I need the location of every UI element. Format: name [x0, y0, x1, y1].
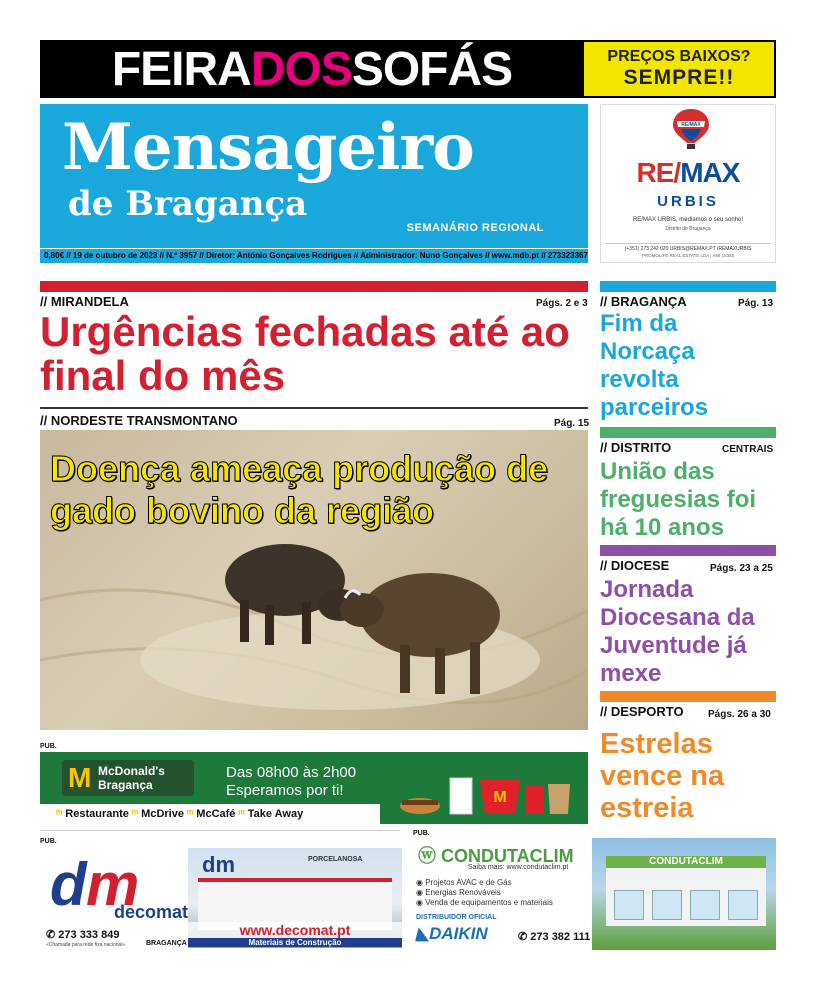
decomat-town: BRAGANÇA [146, 940, 187, 947]
section-rule-nordeste [40, 407, 588, 409]
pub-label: PUB. [40, 743, 57, 750]
decomat-url[interactable]: www.decomat.pt [188, 922, 402, 938]
feira-dos-sofas-logo [40, 40, 584, 98]
store-brand-sign: PORCELANOSA [308, 856, 363, 863]
list-item [416, 888, 553, 898]
svg-text:M: M [493, 789, 507, 806]
bullet-icon: ◉ [416, 888, 426, 897]
condutaclim-name: CONDUTACLIM [441, 846, 574, 866]
page-ref-diocese: Págs. 23 a 25 [710, 563, 773, 574]
pub-label: PUB. [40, 838, 57, 845]
page-ref-braganca: Pág. 13 [738, 298, 774, 309]
hot-air-balloon-icon [671, 107, 711, 151]
store-sign: dm [202, 852, 235, 877]
phone-icon: ✆ [46, 929, 59, 941]
mcdonalds-arches-icon: M [68, 762, 92, 793]
remax-urbis-label: URBIS [657, 193, 719, 210]
headline-distrito[interactable]: União das freguesias foi há 10 anos [600, 458, 757, 541]
headline-diocese[interactable]: Jornada Diocesana da Juventude já mexe [600, 576, 755, 687]
section-kicker-mirandela: // MIRANDELA [40, 294, 129, 309]
remax-logo [601, 157, 775, 189]
mcdonalds-services [40, 804, 380, 824]
decomat-logo-d: d [50, 851, 81, 918]
brand-part-3: SOFÁS [351, 42, 513, 96]
decomat-note: «Chamada para rede fixa nacional» [46, 942, 126, 948]
remax-ad[interactable] [600, 104, 776, 263]
brand-part-2: DOS [250, 42, 352, 96]
remax-slogan: RE/MAX URBIS, mediamos o seu sonho! [632, 217, 744, 223]
mcdonalds-name-line-2: Bragança [98, 778, 153, 792]
arches-bullet-icon: ᵐ [131, 808, 142, 820]
mcdonalds-ad[interactable] [40, 752, 588, 824]
condutaclim-site[interactable]: Saiba mais: www.condutaclim.pt [468, 864, 569, 871]
service-restaurante: Restaurante [65, 808, 129, 820]
list-item [416, 878, 553, 888]
issue-info-bar: 0,80€ // 19 de outubro de 2023 // N.º 3957 // Diretor: António Gonçalves Rodrigues // Administrador: Nuno Gonçalves // www.mdb.pt // 273323367 [40, 249, 588, 263]
section-kicker-diocese: // DIOCESE [600, 558, 670, 573]
service-take-away: Take Away [247, 808, 304, 820]
section-kicker-nordeste: // NORDESTE TRANSMONTANO [40, 413, 238, 428]
decomat-subtitle: Materiais de Construção [188, 938, 402, 947]
newspaper-title: Mensageiro [62, 110, 474, 185]
tagline-line-1: PREÇOS BAIXOS? [607, 48, 751, 65]
divider [40, 830, 400, 831]
top-ad-banner[interactable] [40, 40, 776, 98]
window [614, 890, 644, 920]
headline-desporto[interactable]: Estrelas vence na estreia [600, 728, 725, 824]
remax-district: Distrito de Bragança [665, 226, 711, 232]
balloon-label: RE/MAX [681, 122, 701, 128]
mcdonalds-hours-line-2: Esperamos por ti! [226, 782, 344, 799]
page-ref-nordeste: Pág. 15 [554, 418, 590, 429]
food-products-icon [390, 758, 580, 818]
condutaclim-store-photo[interactable] [592, 838, 776, 950]
page-ref-desporto: Págs. 26 a 30 [708, 709, 771, 720]
mcdonalds-hours-line-1: Das 08h00 às 2h00 [226, 764, 357, 781]
tagline-box [584, 42, 774, 96]
condutaclim-phone[interactable] [518, 930, 590, 943]
newspaper-title-sub: de Bragança [68, 184, 308, 224]
section-kicker-distrito: // DISTRITO [600, 440, 672, 455]
daikin-logo [416, 924, 488, 944]
distributor-label: DISTRIBUIDOR OFICIAL [416, 914, 497, 921]
decomat-store-photo[interactable] [188, 848, 402, 948]
service-item: Energias Renováveis [425, 888, 501, 897]
condutaclim-icon: ⓦ [418, 846, 442, 866]
section-bar-braganca [600, 281, 776, 292]
pub-label: PUB. [413, 830, 430, 837]
headline-mirandela[interactable]: Urgências fechadas até ao final do mês [40, 308, 570, 399]
section-bar-distrito [600, 427, 776, 438]
masthead [40, 104, 588, 248]
arches-bullet-icon: ᵐ [187, 808, 197, 820]
bullet-icon: ◉ [416, 898, 426, 907]
service-item: Venda de equipamentos e materiais [425, 898, 553, 907]
bulls-fighting-photo[interactable] [40, 430, 588, 730]
remax-logo-part-1: RE/ [636, 157, 681, 188]
brand-part-1: FEIRA [111, 42, 251, 96]
list-item [416, 898, 553, 908]
section-bar-desporto [600, 691, 776, 702]
window [690, 890, 720, 920]
condutaclim-phone-number: 273 382 111 [530, 931, 591, 943]
section-bar-mirandela [40, 281, 588, 292]
headline-braganca[interactable]: Fim da Norcaça revolta parceiros [600, 310, 709, 421]
mcdonalds-logo-box [62, 760, 194, 796]
window [652, 890, 682, 920]
mcdonalds-name-line-1: McDonald's [98, 764, 165, 778]
condutaclim-services [416, 878, 553, 908]
mcdonalds-hours [226, 764, 356, 800]
arches-bullet-icon: ᵐ [238, 808, 248, 820]
section-bar-diocese [600, 545, 776, 556]
decomat-phone-number: 273 333 849 [58, 929, 120, 941]
remax-logo-part-2: MAX [680, 157, 740, 188]
service-mccafe: McCafé [196, 808, 236, 820]
store-sign: CONDUTACLIM [649, 856, 723, 867]
window [728, 890, 758, 920]
service-mcdrive: McDrive [141, 808, 184, 820]
remax-contact: (+351) 273 242 020 URBIS@REMAX.PT /REMAXURBIS [605, 243, 771, 252]
decomat-phone[interactable] [46, 928, 119, 941]
mcdonalds-name [98, 764, 165, 792]
decomat-logo-m: m [86, 851, 140, 918]
decomat-wordmark: decomat [114, 902, 189, 922]
tagline-line-2: SEMPRE!! [623, 66, 735, 89]
headline-nordeste[interactable]: Doença ameaça produção de gado bovino da região [50, 448, 549, 531]
section-kicker-braganca: // BRAGANÇA [600, 294, 687, 309]
masthead-subtitle: SEMANÁRIO REGIONAL [406, 222, 544, 234]
remax-footer: PROMOLIFE REAL ESTATE LDA | AMI 18385 [641, 253, 735, 258]
daikin-icon: ◣ [416, 924, 430, 943]
daikin-name: DAIKIN [429, 924, 488, 943]
bullet-icon: ◉ [416, 878, 426, 887]
phone-icon: ✆ [518, 931, 531, 943]
section-kicker-desporto: // DESPORTO [600, 704, 684, 719]
arches-bullet-icon: ᵐ [56, 808, 66, 820]
decomat-logo[interactable] [50, 850, 189, 925]
page-ref-mirandela: Págs. 2 e 3 [536, 298, 588, 309]
service-item: Projetos AVAC e de Gás [425, 878, 512, 887]
page-ref-distrito: CENTRAIS [722, 444, 774, 455]
